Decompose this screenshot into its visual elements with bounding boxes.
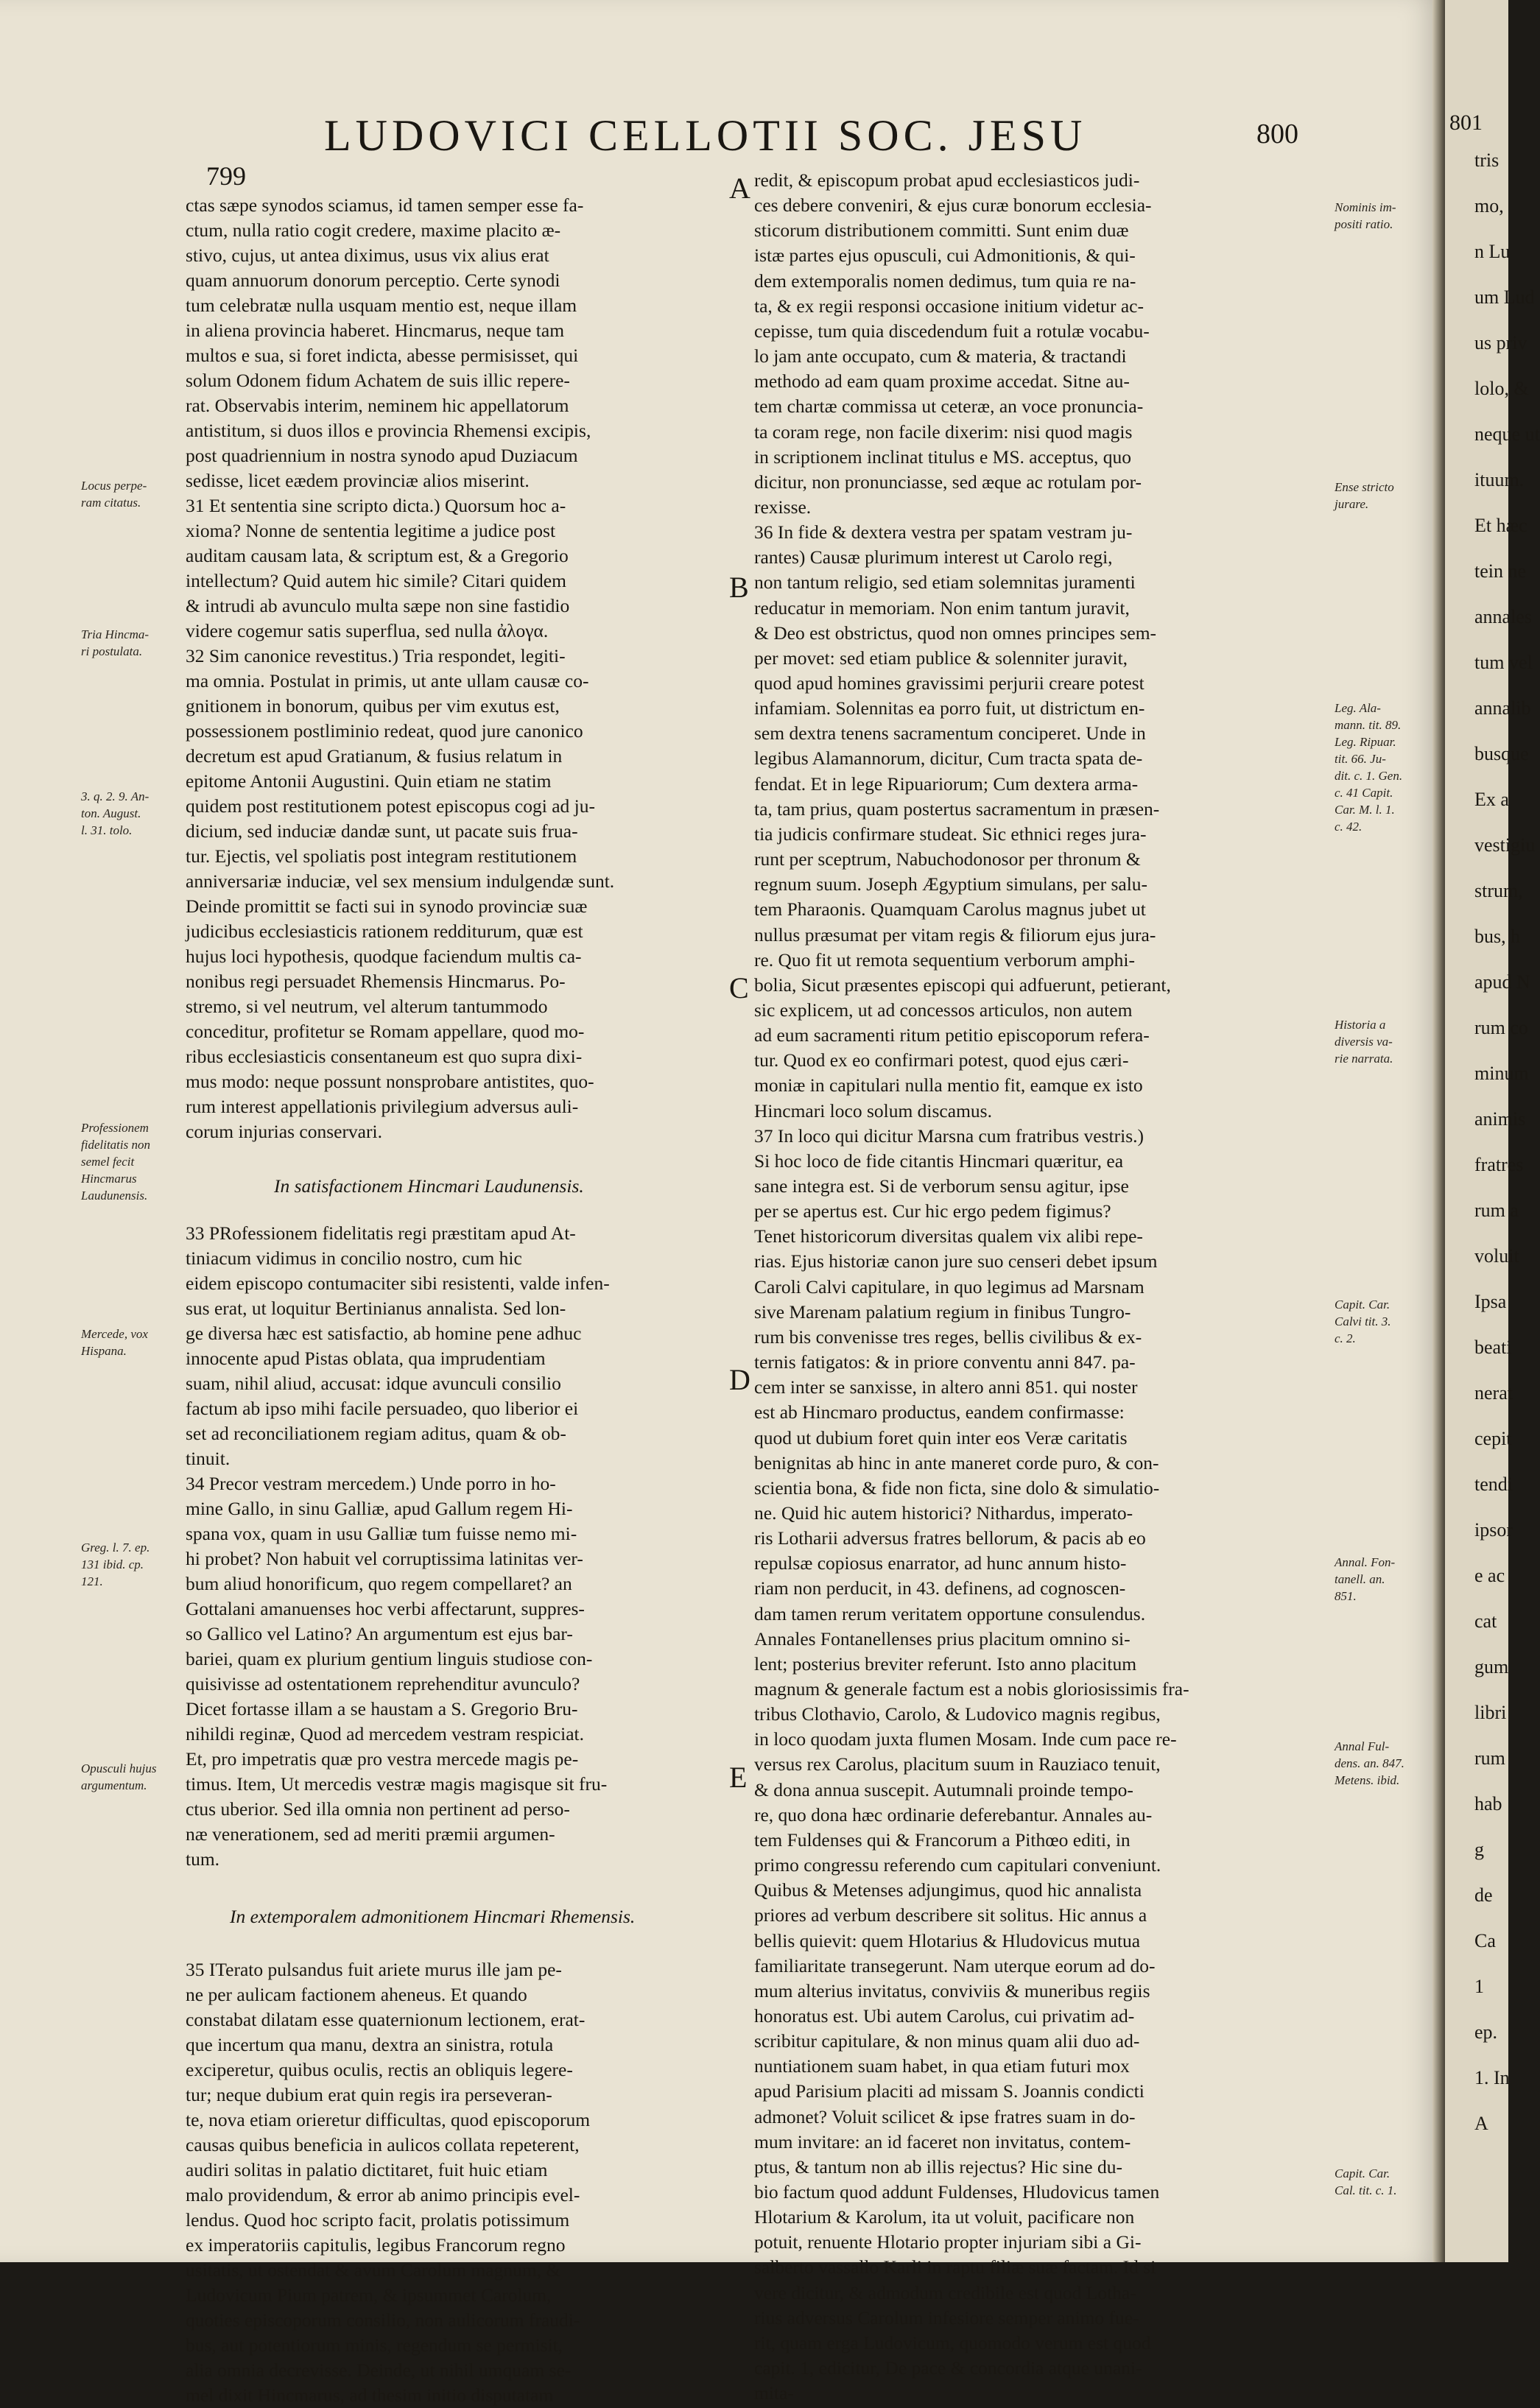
margin-note: 3. q. 2. 9. An- ton. August. l. 31. tolo. (81, 789, 150, 837)
next-page-fragment: A (1474, 2113, 1488, 2134)
text-line: honoratus est. Ubi autem Carolus, cui privatim ad- (754, 2004, 1135, 2027)
text-line: riam non perducit, in 43. definens, ad cognoscen- (754, 1577, 1126, 1599)
text-line: nuntiationem suam habet, in qua etiam futuri mox (754, 2055, 1130, 2077)
next-page-fragment: voluit (1474, 1245, 1519, 1267)
text-line: ex imperatoriis capitulis, legibus Francorum regno (186, 2234, 566, 2256)
next-page-fragment: tris (1474, 149, 1499, 171)
text-line: xioma? Nonne de sententia legitime a judice post (186, 520, 556, 541)
text-line: ne. Quid hic autem historici? Nithardus, imperato- (754, 1502, 1133, 1524)
text-line: tum celebratæ nulla usquam mentio est, neque illam (186, 295, 577, 316)
text-line: 37 In loco qui dicitur Marsna cum fratribus vestris.) (754, 1124, 1145, 1147)
text-line: tiniacum vidimus in concilio nostro, cum hic (186, 1247, 522, 1269)
text-line: tem Pharaonis. Quamquam Carolus magnus jubet ut (754, 898, 1146, 920)
text-line: quod ut dubium foret quin inter eos Veræ caritatis (754, 1426, 1128, 1448)
text-line: stivo, cujus, ut antea diximus, usus vix alius erat (186, 244, 549, 266)
next-page-fragment: neque ut (1474, 423, 1540, 445)
margin-note: Annal. Fon- tanell. an. 851. (1335, 1555, 1396, 1603)
text-line: hi probet? Non habuit vel corruptissima latinitas ver- (186, 1548, 583, 1569)
text-line: rius adversus Carolum infesiore semper animo fue- (754, 2306, 1139, 2328)
text-line: bolia, Sicut præsentes episcopi qui adfuerunt, petierant, (754, 974, 1171, 996)
text-line: næ venerationem, sed ad meriti præmii argumen- (186, 1823, 555, 1845)
text-line: 33 PRofessionem fidelitatis regi præstitam apud At- (186, 1222, 576, 1244)
text-line: regnum suum. Joseph Ægyptium simulans, per salu- (754, 873, 1148, 895)
text-line: per se apertus est. Cur hic ergo pedem figimus? (754, 1200, 1111, 1222)
text-line: ne per aulicam factionem aheneus. Et quando (186, 1984, 527, 2005)
text-line: magnum & generale factum est a nobis gloriosissimis fra- (754, 1678, 1189, 1700)
text-line: Si hoc loco de fide citantis Hincmari quæritur, ea (754, 1150, 1124, 1172)
text-line: dicium, sed induciæ dandæ sunt, ut pacate suis frua- (186, 820, 578, 842)
next-page-fragment: apud N (1474, 971, 1530, 993)
text-line: ta, & ex regii responsi occasione initium videtur ac- (754, 295, 1144, 317)
text-line: familiaritate transegerunt. Nam uterque eorum ad do- (754, 1954, 1156, 1976)
next-page-fragment: vestigiu (1474, 834, 1536, 856)
text-line: tinuit. (186, 1448, 231, 1469)
text-line: Tenet historicorum diversitas qualem vix alibi repe- (754, 1225, 1143, 1247)
text-line: dem extemporalis nomen dedimus, tum quia re na- (754, 270, 1136, 292)
text-line: gnitionem in bonorum, quibus per vim exutus est, (186, 695, 560, 717)
text-line: 31 Et sententia sine scripto dicta.) Quorsum hoc a- (186, 495, 566, 516)
text-line: legibus Alamannorum, dicitur, Cum tracta spata de- (754, 747, 1143, 770)
section-letter: A (729, 172, 750, 205)
text-line: cepisse, tum quia discedendum fuit a rotulæ vocabu- (754, 320, 1150, 342)
text-line: moniæ in capitulari nulla mentio fit, eamque ex isto (754, 1074, 1143, 1096)
next-page-fragment: 1 (1474, 1976, 1484, 1997)
next-page-fragment: libri (1474, 1702, 1507, 1723)
text-line: 32 Sim canonice revestitus.) Tria respondet, legiti- (186, 645, 566, 666)
text-line: post quadriennium in nostra synodo apud Duziacum (186, 445, 578, 466)
text-line: usitatis, ut ostendat & avum Carolum magnum, & (186, 2259, 561, 2281)
text-line: rum bis convenisse tres reges, bellis civilibus & ex- (754, 1326, 1142, 1348)
text-line: Ludovicum Pium patrem, & ipsummet Carolum, (186, 2284, 552, 2306)
text-line: nullus præsumat per vitam regis & filiorum ejus jura- (754, 923, 1156, 946)
text-line: redit, & episcopum probat apud ecclesiasticos judi- (754, 169, 1140, 191)
text-line: bus, aut potentiorum minis, regendum se permisit, (186, 2334, 563, 2356)
next-page-fragment: ep. (1474, 2021, 1498, 2043)
text-line: innocente apud Pistas oblata, qua imprudentiam (186, 1348, 546, 1369)
next-page-fragment: beati (1474, 1337, 1512, 1358)
next-page-fragment: animis (1474, 1108, 1526, 1130)
next-page-fragment: minum (1474, 1063, 1529, 1084)
text-line: te, nova etiam orieretur difficultas, quod episcoporum (186, 2109, 591, 2130)
text-line: ris Lotharii adversus fratres bellorum, & pacis ab eo (754, 1527, 1146, 1549)
text-line: Hincmari loco solum discamus. (754, 1099, 992, 1122)
text-line: per movet: sed etiam publice & solenniter juravit, (754, 647, 1128, 669)
text-line: fendat. Et in lege Ripuariorum; Cum dextera arma- (754, 772, 1139, 795)
text-line: re, quo dona hæc ordinarie deferebantur. Annales au- (754, 1803, 1153, 1826)
text-line: vere dicitur, & admodum credibile est quod Lotha- (754, 2281, 1136, 2303)
text-line: scribitur capitulare, & non minus quam alii duo ad- (754, 2030, 1140, 2052)
text-line: mum alterius invitatus, conviviis & muneribus regiis (754, 1979, 1150, 2002)
text-line: Et, pro impetratis quæ pro vestra mercede magis pe- (186, 1748, 579, 1770)
text-line: judicibus ecclesiasticis rationem redditurum, quæ est (186, 920, 583, 942)
text-line: videre cogemur satis superflua, sed nulla ἀλογα. (186, 620, 549, 641)
margin-note: Capit. Car. Cal. tit. c. 1. (1335, 2166, 1397, 2197)
text-line: non tantum religio, sed etiam solemnitas juramenti (754, 571, 1136, 594)
next-page-fragment: fratres (1474, 1154, 1524, 1175)
next-page-fragment: e ac (1474, 1565, 1505, 1586)
text-line: eidem episcopo contumaciter sibi resistenti, valde infen- (186, 1272, 610, 1294)
text-line: Deinde promittit se facti sui in synodo provinciæ suæ (186, 895, 588, 917)
text-line: capit. 1, edicitur, De pace & concordia atque unani- (754, 2357, 1142, 2379)
text-line: dicitur, non pronunciasse, sed æque ac rotulam por- (754, 471, 1142, 493)
text-line: benignitas ab hinc in ante maneret corde puro, & con- (754, 1451, 1159, 1474)
text-line: bum aliud honorificum, quo regem compellaret? an (186, 1573, 572, 1594)
next-page-fragment: ipsor (1474, 1519, 1513, 1541)
next-page-fragment: hab (1474, 1793, 1502, 1814)
text-line: Gottalani amanuenses hoc verbi affectarunt, suppres- (186, 1598, 585, 1619)
text-line: lent; posterius breviter referunt. Isto anno placitum (754, 1652, 1137, 1675)
margin-note: Nominis im- positi ratio. (1335, 200, 1396, 231)
text-line: bellis quievit: quem Hlotarius & Hludovicus mutua (754, 1929, 1141, 1951)
section-heading: In extemporalem admonitionem Hincmari Rhemensis. (230, 1906, 636, 1927)
text-line: corum injurias conservari. (186, 1121, 382, 1142)
next-page-fragment: gum (1474, 1656, 1509, 1677)
text-line: dam tamen rerum veritatem opportune consulendus. (754, 1602, 1146, 1624)
next-page-fragment: mo, (1474, 195, 1504, 216)
text-line: ma omnia. Postulat in primis, ut ante ullam causæ co- (186, 670, 589, 691)
text-line: primo congressu referendo cum capitulari conveniunt. (754, 1854, 1161, 1876)
text-line: epitome Antonii Augustini. Quin etiam ne statim (186, 770, 552, 792)
next-page-fragment: g (1474, 1839, 1484, 1860)
text-line: apud Parisium placiti ad missam S. Joannis condicti (754, 2080, 1145, 2102)
text-line: & dona annua suscepit. Autumnali proinde tempo- (754, 1778, 1133, 1800)
text-line: admonet? Voluit scilicet & ipse fratres suam in do- (754, 2105, 1136, 2127)
next-page-fragment: cepit (1474, 1428, 1512, 1449)
text-line: ptus, & tantum non ab illis rejectus? Hic sine du- (754, 2155, 1122, 2178)
text-line: mum invitare: an id faceret non invitatus, contem- (754, 2130, 1131, 2152)
margin-note: Ense stricto jurare. (1335, 480, 1394, 511)
text-line: possessionem postliminio redeat, quod jure canonico (186, 720, 583, 742)
next-page-fragment: Ipsa (1474, 1291, 1507, 1312)
text-line: auditam causam lata, & scriptum est, & a Gregorio (186, 545, 569, 566)
section-letter: B (729, 571, 749, 604)
text-line: sane integra est. Si de verborum sensu agitur, ipse (754, 1175, 1129, 1197)
left-page-number: 799 (206, 161, 246, 191)
next-page-fragment: rum (1474, 1747, 1505, 1769)
text-line: lo jam ante occupato, cum & materia, & tractandi (754, 345, 1127, 367)
text-line: tur. Quod ex eo confirmari potest, quod ejus cæri- (754, 1049, 1129, 1071)
text-line: Annales Fontanellenses prius placitum omnino si- (754, 1627, 1131, 1650)
margin-note: Capit. Car. Calvi tit. 3. c. 2. (1335, 1298, 1391, 1345)
text-line: sus erat, ut loquitur Bertinianus annalista. Sed lon- (186, 1298, 566, 1319)
text-line: in aliena provincia haberet. Hincmarus, neque tam (186, 320, 565, 341)
text-line: conceditur, profitetur se Romam appellare, quod mo- (186, 1021, 585, 1042)
text-line: sive Marenam palatium regium in finibus Tungro- (754, 1300, 1131, 1323)
text-line: causas quibus beneficia in aulicos collata repeterent, (186, 2134, 580, 2155)
text-line: so Gallico vel Latino? An argumentum est ejus bar- (186, 1623, 573, 1644)
text-line: salberto vassallo Karli in raptu filiæ suæ factam. Id si (754, 2256, 1156, 2278)
running-title: LUDOVICI CELLOTII SOC. JESU (324, 111, 1087, 160)
text-line: rantes) Causæ plurimum interest ut Carolo regi, (754, 546, 1113, 568)
text-line: cem inter se sanxisse, in altero anni 851. qui noster (754, 1376, 1138, 1398)
text-line: tem Fuldenses qui & Francorum a Pithœo editi, in (754, 1828, 1131, 1851)
text-line: mita- (754, 2382, 794, 2404)
text-line: ge diversa hæc est satisfactio, ab homine pene adhuc (186, 1323, 582, 1344)
text-line: quidem post restitutionem potest episcopus cogi ad ju- (186, 795, 595, 817)
text-line: & intrudi ab avunculo multa sæpe non sine fastidio (186, 595, 570, 616)
text-line: est ab Hincmaro productus, eandem confirmasse: (754, 1401, 1125, 1423)
margin-note: Leg. Ala- mann. tit. 89. Leg. Ripuar. tit. 66. Ju- dit. c. 1. Gen. c. 41 Capit. Car. M. l. 1. c. 42. (1335, 701, 1403, 834)
text-line: nonibus regi persuadet Rhemensis Hincmarus. Po- (186, 971, 566, 992)
text-line: potuit, renuente Hlotario propter injuriam sibi a Gi- (754, 2231, 1142, 2253)
text-line: istæ partes ejus opusculi, cui Admonitionis, & qui- (754, 244, 1136, 267)
text-line: tur. Ejectis, vel spoliatis post integram restitutionem (186, 845, 577, 867)
text-line: sedisse, licet eædem provinciæ alios miserint. (186, 470, 530, 491)
margin-note: Annal Ful- dens. an. 847. Metens. ibid. (1335, 1739, 1404, 1787)
text-line: bio factum quod addunt Fuldenses, Hludovicus tamen (754, 2181, 1160, 2203)
next-page-fragment: cat (1474, 1610, 1497, 1632)
text-line: ctas sæpe synodos sciamus, id tamen semper esse fa- (186, 194, 584, 216)
text-line: solum Odonem fidum Achatem de suis illic repere- (186, 370, 570, 391)
text-line: repulsæ copiosus enarrator, ad hunc annum histo- (754, 1552, 1127, 1574)
text-line: multos e sua, si foret indicta, abesse permisisset, qui (186, 345, 579, 366)
next-page-fragment: 1. In (1474, 2067, 1510, 2088)
next-page-fragment: Ex a (1474, 789, 1509, 810)
next-page-fragment: ituum. (1474, 469, 1525, 490)
text-line: 34 Precor vestram mercedem.) Unde porro in ho- (186, 1473, 556, 1494)
next-page-fragment: annales (1474, 606, 1532, 627)
text-line: lendus. Quod hoc scripto facit, prolatis potissimum (186, 2209, 570, 2231)
next-page-fragment: nerat (1474, 1382, 1513, 1404)
next-page-number: 801 (1449, 110, 1483, 135)
margin-note: Mercede, vox Hispana. (81, 1327, 148, 1358)
margin-note: Tria Hincma- ri postulata. (81, 627, 150, 658)
text-line: Dicet fortasse illam a se haustam a S. Gregorio Bru- (186, 1698, 578, 1719)
text-line: rum interest appellationis privilegium adversus auli- (186, 1096, 579, 1117)
next-page-fragment: us priv (1474, 332, 1527, 353)
text-line: mine Gallo, in sinu Galliæ, apud Gallum regem Hi- (186, 1498, 573, 1519)
next-page-fragment: tein ne (1474, 560, 1527, 582)
section-letter: C (729, 971, 749, 1004)
text-line: rias. Ejus historiæ canon jure suo censeri debet ipsum (754, 1250, 1158, 1272)
text-line: quisivisse ad ostentationem reprehenditur avunculo? (186, 1673, 580, 1694)
margin-note: Professionem fidelitatis non semel fecit Hincmarus Laudunensis. (81, 1121, 150, 1203)
text-line: ctum, nulla ratio cogit credere, maxime placito æ- (186, 219, 561, 241)
text-line: in loco quodam juxta flumen Mosam. Inde cum pace re- (754, 1728, 1177, 1750)
text-line: 36 In fide & dextera vestra per spatam vestram ju- (754, 521, 1133, 543)
text-line: factum ab ipso mihi facile persuadeo, quo liberior ei (186, 1398, 579, 1419)
next-page-fragment: bus, h (1474, 926, 1521, 947)
text-line: tem chartæ commissa ut ceteræ, an voce pronuncia- (754, 395, 1144, 418)
text-line: quoties episcoporum consilio, non aulicorum fraudi- (186, 2309, 580, 2331)
text-line: priores ad verbum describere sit solitus. Hic annus a (754, 1904, 1147, 1926)
text-line: que incertum qua manu, dextra an sinistra, rotula (186, 2034, 554, 2055)
text-line: methodo ad eam quam proxime accedat. Sitne au- (754, 370, 1130, 392)
next-page-fragment: n Lu (1474, 241, 1511, 262)
text-line: exciperetur, quibus oculis, rectis an obliquis legere- (186, 2059, 573, 2080)
text-line: mus modo: neque possunt nonsprobare antistites, quo- (186, 1071, 594, 1092)
margin-note: Locus perpe- ram citatus. (81, 479, 147, 510)
margin-note: Historia a diversis va- rie narrata. (1335, 1018, 1393, 1066)
text-line: tur; neque dubium erat quin regis ira perseveran- (186, 2084, 552, 2105)
text-line: rexisse. (754, 496, 812, 518)
text-line: Hlotarium & Karolum, ita ut voluit, pacificare non (754, 2206, 1135, 2228)
text-line: quam annuorum donorum perceptio. Certe synodi (186, 270, 560, 291)
text-line: mel dixit Hincmarus, ad thesim initio disputatam (186, 2384, 554, 2406)
text-line: bariei, quam ex plurium gentium linguis studiose con- (186, 1648, 593, 1669)
text-line: ces debere conveniri, & ejus curæ bonorum ecclesia- (754, 194, 1152, 216)
text-line: & Deo est obstrictus, quod non omnes principes sem- (754, 622, 1157, 644)
text-line: infamiam. Solennitas ea porro fuit, ut districtum en- (754, 697, 1145, 719)
text-line: anniversariæ induciæ, vel sex mensium indulgendæ sunt. (186, 870, 615, 892)
next-page-fragment: lolo, & (1474, 378, 1529, 399)
text-line: audiri solitas in palatio dictitaret, fuit huic etiam (186, 2159, 548, 2180)
text-line: sticorum distributionem committi. Sunt enim duæ (754, 219, 1129, 242)
text-line: scientia bona, & fide non ficta, sine dolo & simulatio- (754, 1476, 1160, 1499)
text-line: ctus uberior. Sed illa omnia non pertinent ad perso- (186, 1798, 570, 1820)
text-line: sic explicem, ut ad concessos articulos, non autem (754, 999, 1133, 1021)
text-line: versus rex Carolus, placitum suum in Rauziaco tenuit, (754, 1753, 1161, 1775)
section-heading: In satisfactionem Hincmari Laudunensis. (274, 1175, 584, 1197)
text-line: sem dextra tenens sacramentum conciperet. Unde in (754, 722, 1146, 744)
next-page-fragment: rum a (1474, 1200, 1519, 1221)
text-line: 35 ITerato pulsandus fuit ariete murus ille jam pe- (186, 1959, 562, 1980)
next-page-fragment: tendi (1474, 1474, 1513, 1495)
next-page-fragment: busque (1474, 743, 1529, 764)
section-letter: E (729, 1761, 748, 1794)
text-line: ta, tam prius, quam postertus sacramentum in præsen- (754, 798, 1160, 820)
section-letter: D (729, 1363, 750, 1396)
text-line: spana vox, quam in usu Galliæ tum fuisse nemo mi- (186, 1523, 577, 1544)
text-line: rat. Observabis interim, neminem hic appellatorum (186, 395, 569, 416)
text-line: malo providendum, & error ab animo principis evel- (186, 2184, 580, 2205)
text-line: ad eum sacramenti ritum petitio episcoporum refera- (754, 1024, 1150, 1046)
margin-note: Opusculi hujus argumentum. (81, 1761, 157, 1792)
next-page-fragment: tum vel (1474, 652, 1533, 673)
text-line: tum. (186, 1848, 220, 1870)
margin-note: Greg. l. 7. ep. 131 ibid. cp. 121. (81, 1541, 150, 1588)
next-page-fragment: um Lud (1474, 286, 1535, 308)
text-line: rit, quam erga Ludovicum, quomodo verum est quod (754, 2331, 1151, 2354)
text-line: intellectum? Quid autem hic simile? Citari quidem (186, 570, 566, 591)
text-line: decretum est apud Gratianum, & fusius relatum in (186, 745, 563, 767)
text-line: constabat dilatam esse quaternionum lectionem, erat- (186, 2009, 586, 2030)
next-page-fragment: annalib (1474, 697, 1531, 719)
text-line: stremo, si vel neutrum, vel alterum tantummodo (186, 996, 548, 1017)
next-page-fragment: Ca (1474, 1930, 1496, 1951)
right-page-number: 800 (1256, 119, 1298, 149)
text-line: timus. Item, Ut mercedis vestræ magis magisque sit fru- (186, 1773, 608, 1795)
text-line: suam, nihil aliud, accusat: idque avunculi consilio (186, 1373, 561, 1394)
text-line: Quibus & Metenses adjungimus, quod hic annalista (754, 1879, 1142, 1901)
text-line: antistitum, si duos illos e provincia Rhemensi excipis, (186, 420, 591, 441)
text-line: quod apud homines gravissimi perjurii creare potest (754, 672, 1145, 694)
text-line: runt per sceptrum, Nabuchodonosor per thronum & (754, 848, 1141, 870)
text-line: tia judicis confirmare studeat. Sic ethnici reges jura- (754, 823, 1147, 845)
text-line: ribus ecclesiasticis consentaneum est quo supra dixi- (186, 1046, 583, 1067)
text-line: Caroli Calvi capitulare, in quo legimus ad Marsnam (754, 1275, 1145, 1298)
text-line: ternis fatigatos: & in priore conventu anni 847. pa- (754, 1351, 1136, 1373)
next-page-fragment: de (1474, 1884, 1493, 1906)
text-line: in scriptionem inclinat titulus e MS. acceptus, quo (754, 446, 1132, 468)
text-line: set ad reconciliationem regiam aditus, quam & ob- (186, 1423, 566, 1444)
text-line: ta coram rege, non facile dixerim: nisi quod magis (754, 420, 1133, 443)
text-line: nihildi reginæ, Quod ad mercedem vestram respiciat. (186, 1723, 585, 1745)
text-line: alia omnia decrevisse. Deinde, ut nihil umquam se- (186, 2359, 572, 2381)
next-page-fragment: Et hæc (1474, 515, 1527, 536)
text-line: re. Quo fit ut remota sequentium verborum amphi- (754, 948, 1135, 971)
next-page-edge (1445, 0, 1540, 2262)
text-line: hujus loci hypothesis, quodque faciendum multis ca- (186, 946, 582, 967)
next-page-fragment: rum co (1474, 1017, 1528, 1038)
next-page-fragment: strum, (1474, 880, 1523, 901)
text-line: reducatur in memoriam. Non enim tantum juravit, (754, 596, 1130, 619)
text-line: tribus Clothavio, Carolo, & Ludovico magnis regibus, (754, 1703, 1161, 1725)
